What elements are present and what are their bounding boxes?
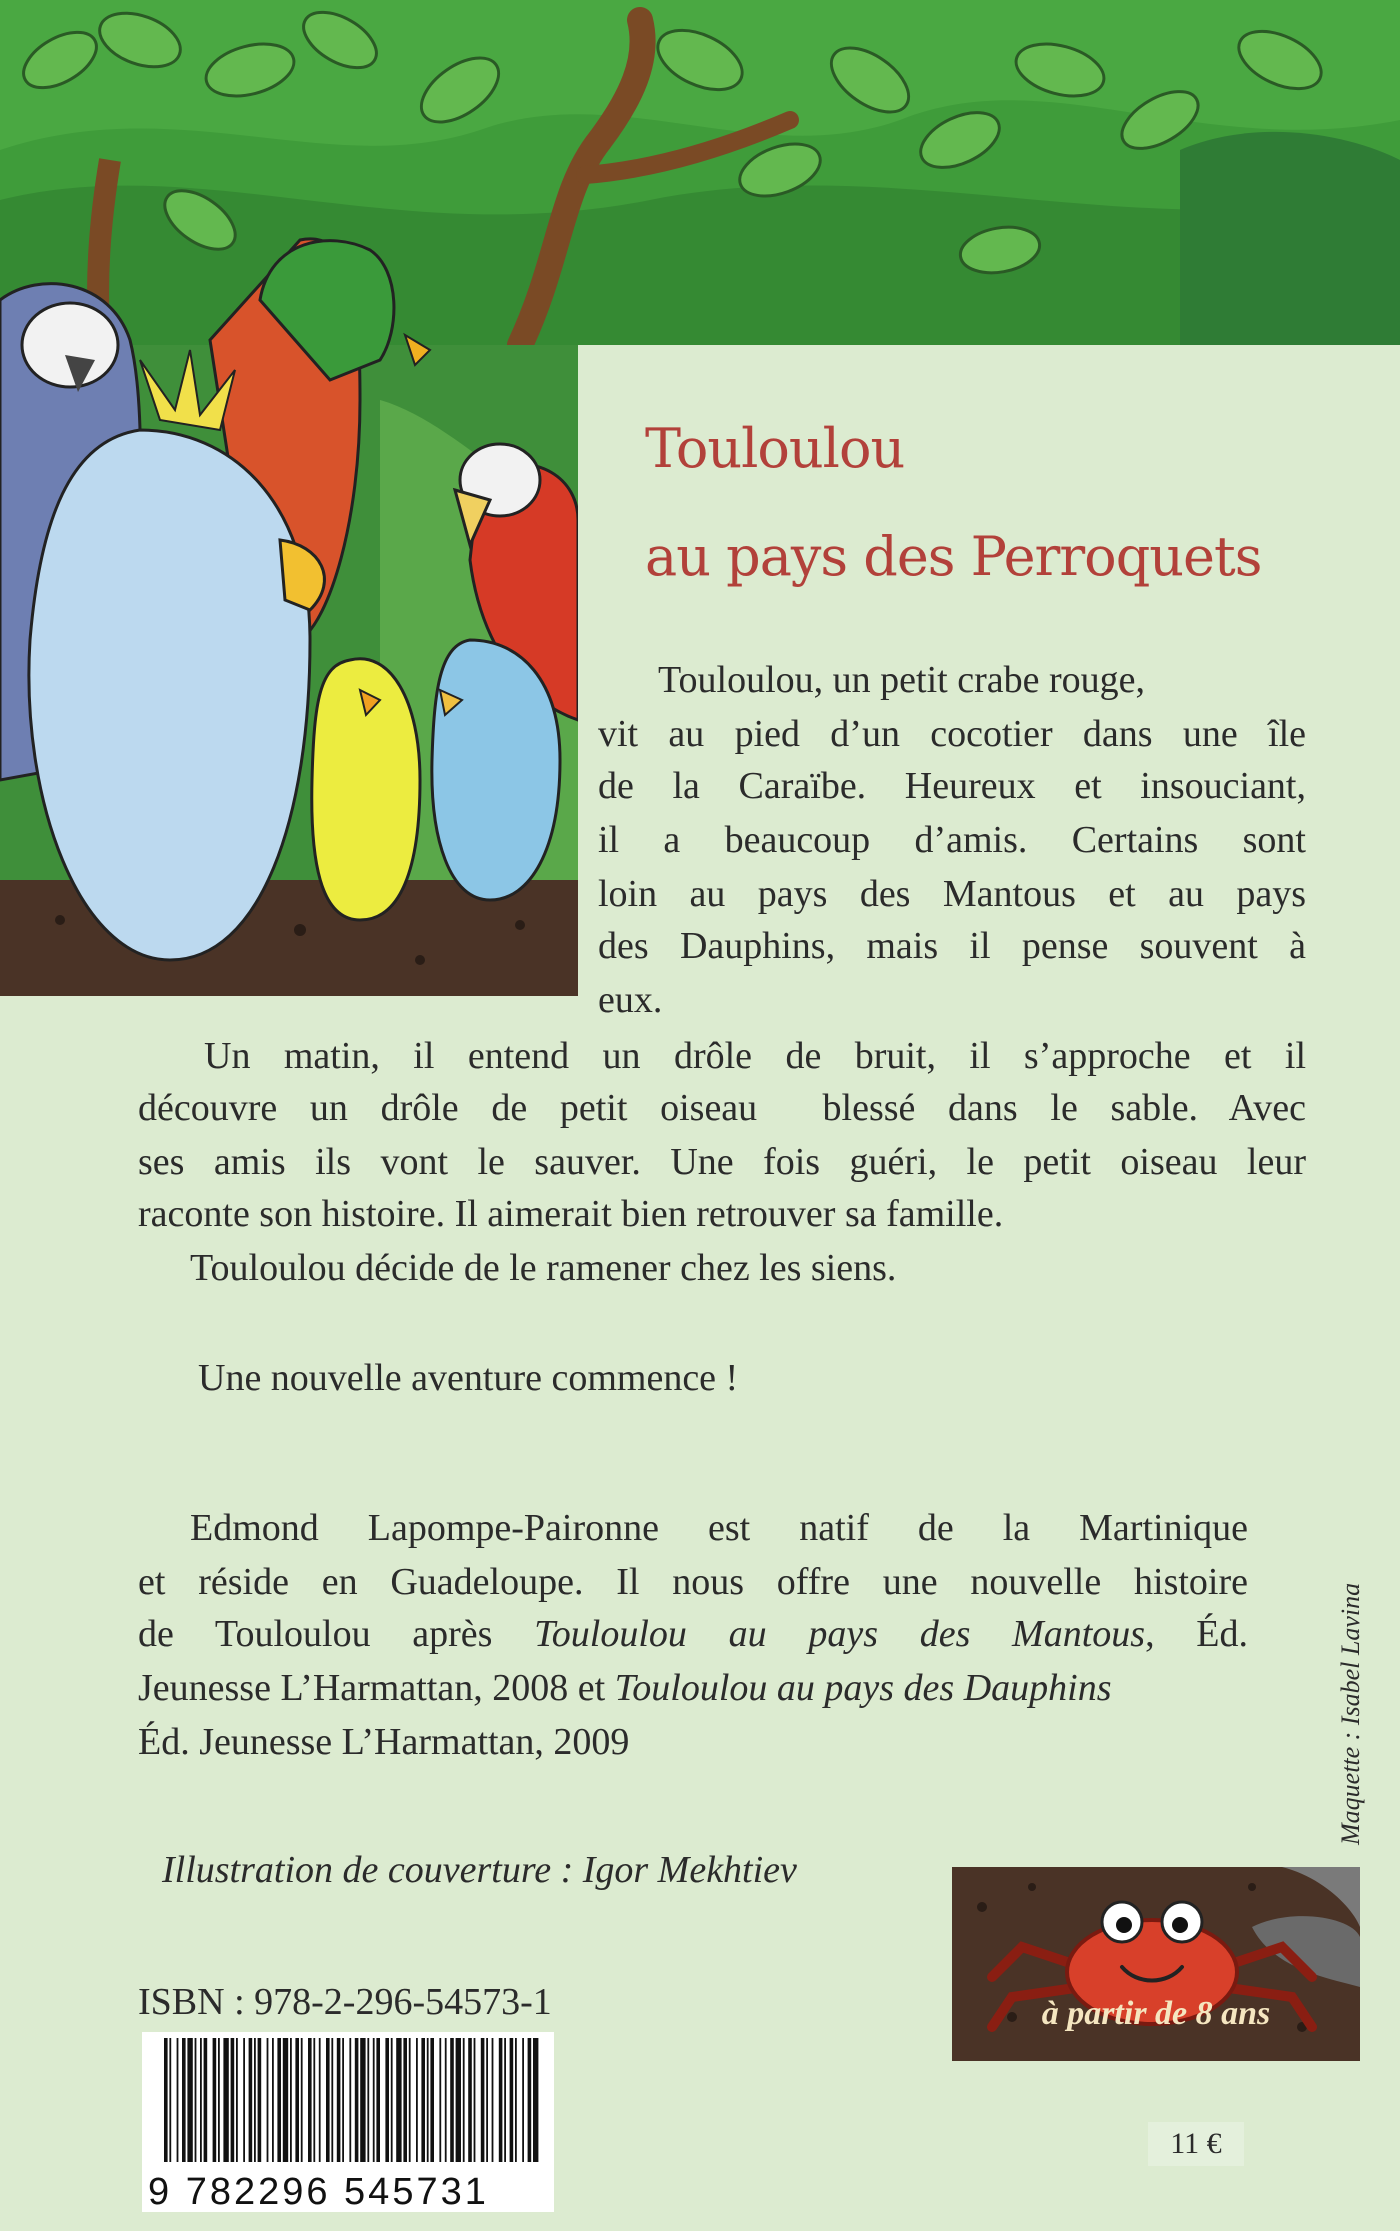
barcode-bar [510,2038,514,2162]
barcode-bar [349,2038,351,2162]
author-text: de Touloulou après [138,1613,535,1655]
barcode-bar [456,2038,461,2162]
price: 11 € [1148,2122,1244,2166]
author-line: Edmond Lapompe-Paironne est natif de la Martinique [190,1507,1248,1549]
barcode-bar [313,2038,315,2162]
barcode-bar [319,2038,321,2162]
summary-line: eux. [598,979,663,1021]
barcode-bar [430,2038,434,2162]
barcode-bar [213,2038,217,2162]
summary-line: raconte son histoire. Il aimerait bien retrouver sa famille. [138,1193,1004,1235]
barcode-bar [182,2038,186,2162]
barcode-bar [254,2038,256,2162]
barcode-bar [522,2038,524,2162]
book-title [645,395,1261,611]
barcode-bar [533,2038,538,2162]
barcode-bar [223,2038,228,2162]
barcode-digits: 9 782296 545731 [148,2171,489,2212]
barcode-bar [474,2038,476,2162]
summary-line: il a beaucoup d’amis. Certains sont [598,819,1306,861]
summary-line: Un matin, il entend un drôle de bruit, il s’approche et il [204,1035,1306,1077]
barcode-bar [331,2038,333,2162]
barcode-bar [403,2038,407,2162]
isbn-number: ISBN : 978-2-296-54573-1 [138,1981,552,2023]
barcode-bar [463,2038,465,2162]
title-line-1: Touloulou [645,417,905,480]
barcode-bar [267,2038,269,2162]
author-line: Éd. Jeunesse L’Harmattan, 2009 [138,1721,630,1763]
author-line: et réside en Guadeloupe. Il nous offre une nouvelle histoire [138,1561,1248,1603]
summary-line: loin au pays des Mantous et au pays [598,873,1306,915]
barcode-bar [277,2038,281,2162]
barcode-bar [468,2038,472,2162]
barcode-bar [164,2038,168,2162]
barcode-bar [243,2038,245,2162]
barcode-bar [421,2038,425,2162]
summary-line: découvre un drôle de petit oiseau blessé dans le sable. Avec [138,1087,1306,1129]
author-line [138,1662,1112,1714]
barcode-bar [283,2038,288,2162]
parrots-illustration [0,0,578,996]
barcode-bar [272,2038,274,2162]
barcode-bar [355,2038,359,2162]
barcode-bar [367,2038,369,2162]
title-line-2: au pays des Perroquets [645,525,1262,588]
barcode-bar [326,2038,330,2162]
layout-credit: Maquette : Isabel Lavina [1336,1582,1365,1845]
barcode-bar [204,2038,208,2162]
barcode-bar [231,2038,235,2162]
barcode-bar [308,2038,312,2162]
barcode-bar [445,2038,447,2162]
barcode-bar [169,2038,171,2162]
author-line [138,1608,1248,1660]
barcode-bar [499,2038,503,2162]
barcode-bar [481,2038,485,2162]
summary-line: Touloulou, un petit crabe rouge, [658,659,1145,701]
barcode-bar [416,2038,418,2162]
barcode-bar [492,2038,494,2162]
barcode-bar [342,2038,344,2162]
author-text: , Éd. [1145,1613,1248,1655]
barcode-bar [450,2038,454,2162]
summary-paragraph-3: Touloulou décide de le ramener chez les siens. [190,1247,897,1289]
barcode-bar [409,2038,411,2162]
barcode-bar [258,2038,262,2162]
barcode-bars [142,2032,554,2212]
barcode-bar [249,2038,253,2162]
barcode-bar [337,2038,341,2162]
age-badge-text: à partir de 8 ans [1041,1995,1271,2032]
barcode-bar [385,2038,389,2162]
barcode-bar [439,2038,441,2162]
barcode-bar [528,2038,532,2162]
cover-illustration-credit: Illustration de couverture : Igor Mekhtiev [162,1849,797,1891]
barcode-bar [200,2038,202,2162]
summary-line: ses amis ils vont le sauver. Une fois guéri, le petit oiseau leur [138,1141,1306,1183]
barcode-bar [177,2038,179,2162]
barcode-bar [195,2038,197,2162]
barcode-bar [295,2038,299,2162]
summary-line: vit au pied d’un cocotier dans une île [598,713,1306,755]
barcode-bar [290,2038,292,2162]
barcode-bar [486,2038,488,2162]
barcode-bar [427,2038,429,2162]
barcode [142,2032,554,2212]
barcode-bar [373,2038,375,2162]
summary-line: des Dauphins, mais il pense souvent à [598,925,1306,967]
barcode-bar [236,2038,238,2162]
barcode-bar [391,2038,393,2162]
barcode-bar [218,2038,220,2162]
summary-line: de la Caraïbe. Heureux et insouciant, [598,765,1306,807]
book-reference-dauphins: Touloulou au pays des Dauphins [614,1667,1112,1709]
barcode-bar [504,2038,506,2162]
barcode-bar [301,2038,303,2162]
barcode-bar [187,2038,192,2162]
barcode-bar [376,2038,380,2162]
summary-paragraph-4: Une nouvelle aventure commence ! [198,1357,739,1399]
book-reference-mantous: Touloulou au pays des Mantous [534,1613,1146,1655]
barcode-bar [396,2038,401,2162]
barcode-bar [515,2038,517,2162]
author-text: Jeunesse L’Harmattan, 2008 et [138,1667,615,1709]
barcode-bar [360,2038,365,2162]
